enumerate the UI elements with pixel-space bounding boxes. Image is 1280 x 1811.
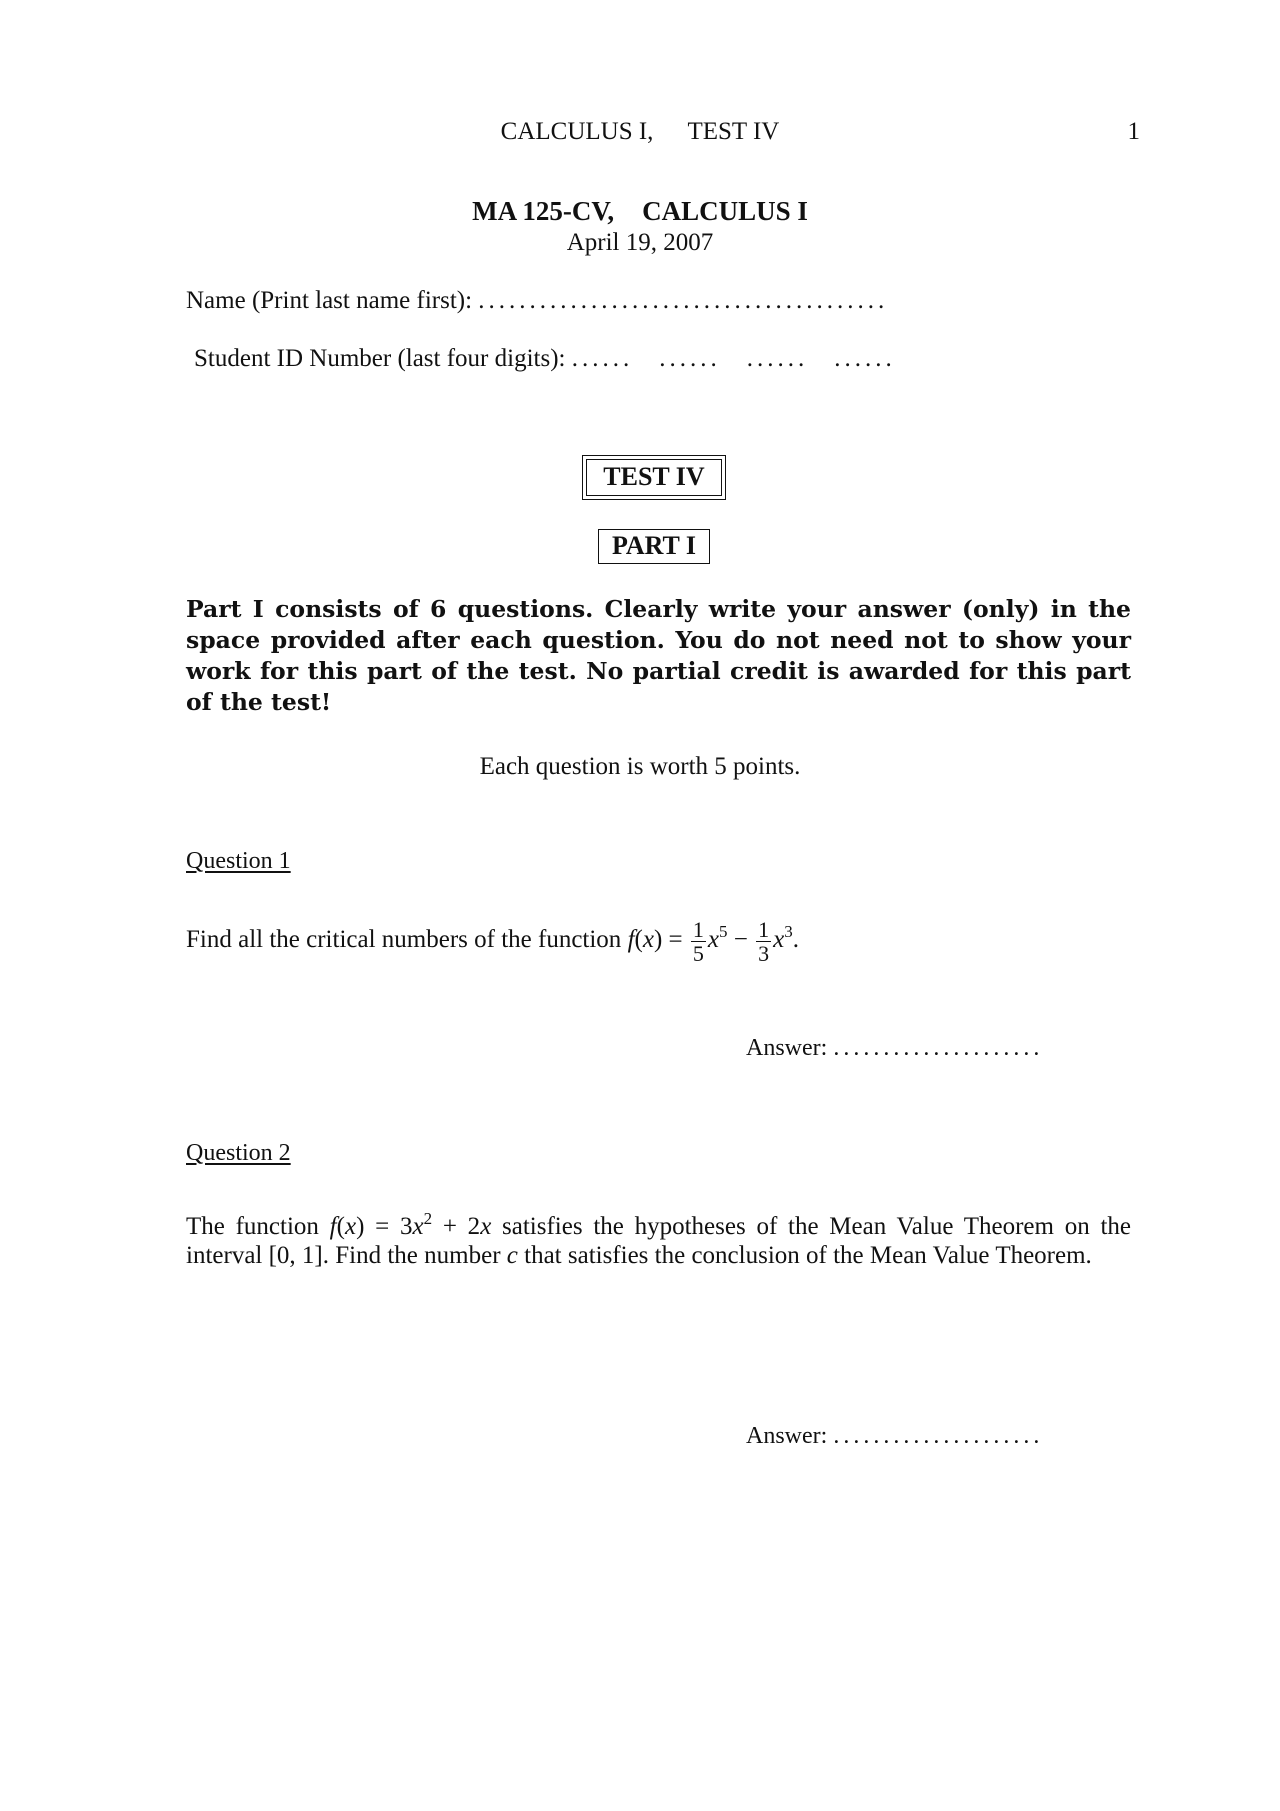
question-2-label: Question 2 <box>186 1140 291 1166</box>
q1-exp-2: 3 <box>784 922 793 942</box>
name-dots: ........................................ <box>478 287 889 314</box>
name-label: Name (Print last name first): <box>186 287 473 314</box>
page-number: 1 <box>1127 118 1140 145</box>
q2-exp: 2 <box>423 1209 433 1228</box>
id-digit-3-dots: ...... <box>746 345 809 372</box>
test-heading: TEST IV <box>586 459 722 496</box>
id-digit-4-dots: ...... <box>834 345 896 372</box>
instructions: Part I consists of 6 questions. Clearly write your answer (only) in the space provided after each question. You do not need not to show your work for this part of the test. No partial credit is awarded for this part of the test! <box>186 595 1131 716</box>
points-note: Each question is worth 5 points. <box>479 753 801 780</box>
q2-c: c <box>506 1242 518 1269</box>
running-header <box>0 118 1280 146</box>
q1-var: x <box>642 926 654 954</box>
course-title <box>0 196 1280 227</box>
answer-label: Answer: <box>746 1423 828 1449</box>
q1-eq: = <box>668 926 683 954</box>
running-header-right: TEST IV <box>687 118 780 145</box>
question-1-label: Question 1 <box>186 848 291 874</box>
question-1-prompt: Find all the critical numbers of the function <box>186 926 628 954</box>
question-1-answer[interactable] <box>746 1035 1043 1062</box>
q1-fraction-1: $\frac{1}{5}$ <box>692 917 704 966</box>
test-heading-box <box>582 455 726 500</box>
student-id-label: Student ID Number (last four digits): <box>194 345 566 372</box>
answer-dots: ..................... <box>833 1423 1044 1449</box>
id-digit-1-dots: ...... <box>571 345 634 372</box>
question-2-text: The function $f(x) = 3x^2 + 2x$ satisfies the hypotheses of the Mean Value Theorem on the interval [0, 1]. Find the number c that satisfies the conclusion of the Mean Value Theorem. <box>186 1209 1131 1269</box>
q1-fraction-2: $\frac{1}{3}$ <box>758 917 770 966</box>
running-header-left: CALCULUS I, <box>500 118 654 145</box>
q1-exp-1: 5 <box>719 922 728 942</box>
q1-func: f <box>627 926 635 954</box>
q2-func: f <box>329 1213 337 1240</box>
exam-date: April 19, 2007 <box>566 229 714 256</box>
part-heading: PART I <box>598 529 710 564</box>
answer-dots: ..................... <box>833 1035 1044 1061</box>
name-field[interactable] <box>186 287 888 315</box>
q1-minus: − <box>733 926 748 954</box>
answer-label: Answer: <box>746 1035 828 1061</box>
question-2-answer[interactable] <box>746 1423 1043 1450</box>
id-digit-2-dots: ...... <box>659 345 721 372</box>
student-id-field[interactable] <box>194 345 896 373</box>
course-name: CALCULUS I <box>642 196 808 226</box>
question-1-text: Find all the critical numbers of the function f(x) = $\frac{1}{5}$ $x^5$ − $\frac{1}{3}$ $x^3$. <box>186 917 799 966</box>
course-code: MA 125-CV, <box>472 196 615 226</box>
